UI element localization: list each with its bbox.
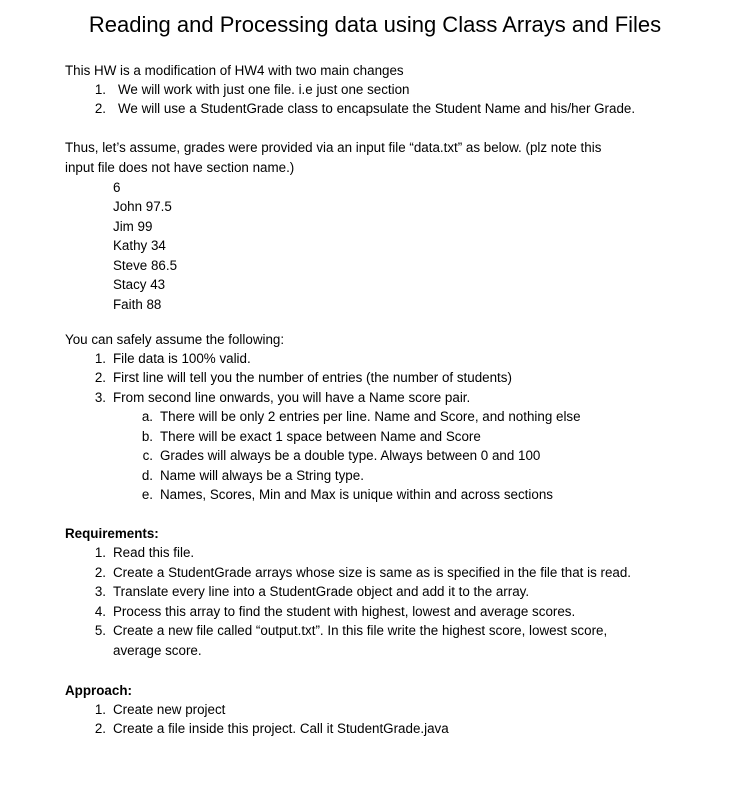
assumptions-heading: You can safely assume the following: bbox=[65, 332, 285, 347]
list-number: 4. bbox=[94, 604, 106, 619]
list-item: There will be only 2 entries per line. Name and Score, and nothing else bbox=[160, 409, 581, 424]
paragraph-line: input file does not have section name.) bbox=[65, 160, 295, 175]
list-item: We will work with just one file. i.e just one section bbox=[118, 82, 410, 97]
requirements-heading: Requirements: bbox=[65, 526, 159, 541]
list-letter: b. bbox=[141, 429, 153, 444]
list-item: File data is 100% valid. bbox=[113, 351, 251, 366]
list-item: Read this file. bbox=[113, 545, 195, 560]
list-item: Create a StudentGrade arrays whose size is same as is specified in the file that is read. bbox=[113, 565, 632, 580]
list-number: 1. bbox=[94, 351, 106, 366]
list-letter: d. bbox=[141, 468, 153, 483]
list-number: 2. bbox=[94, 721, 106, 736]
list-number: 3. bbox=[94, 390, 106, 405]
list-letter: c. bbox=[142, 448, 153, 463]
list-number: 1. bbox=[94, 545, 106, 560]
data-line: Kathy 34 bbox=[113, 238, 166, 253]
list-letter: e. bbox=[141, 487, 153, 502]
list-item: Process this array to find the student with highest, lowest and average scores. bbox=[113, 604, 576, 619]
list-item: Create a new file called “output.txt”. In this file write the highest score, lowest score, bbox=[113, 623, 608, 638]
list-item: There will be exact 1 space between Name and Score bbox=[160, 429, 481, 444]
list-item: Name will always be a String type. bbox=[160, 468, 364, 483]
list-item: From second line onwards, you will have a Name score pair. bbox=[113, 390, 471, 405]
list-number: 1. bbox=[94, 702, 106, 717]
list-item: Grades will always be a double type. Always between 0 and 100 bbox=[160, 448, 541, 463]
list-item: Create new project bbox=[113, 702, 226, 717]
list-number: 5. bbox=[94, 623, 106, 638]
list-item: Translate every line into a StudentGrade object and add it to the array. bbox=[113, 584, 530, 599]
list-number: 2. bbox=[94, 101, 106, 116]
document-title: Reading and Processing data using Class Arrays and Files bbox=[88, 12, 662, 37]
data-line: Steve 86.5 bbox=[113, 258, 178, 273]
data-line: John 97.5 bbox=[113, 199, 172, 214]
intro-text: This HW is a modification of HW4 with two main changes bbox=[65, 63, 404, 78]
data-line: Stacy 43 bbox=[113, 277, 166, 292]
data-line: 6 bbox=[113, 180, 121, 195]
list-number: 2. bbox=[94, 565, 106, 580]
paragraph-line: Thus, let’s assume, grades were provided via an input file “data.txt” as below. (plz note this bbox=[65, 140, 602, 155]
list-number: 3. bbox=[94, 584, 106, 599]
data-line: Jim 99 bbox=[113, 219, 153, 234]
data-line: Faith 88 bbox=[113, 297, 162, 312]
list-item: Names, Scores, Min and Max is unique within and across sections bbox=[160, 487, 553, 502]
list-number: 1. bbox=[94, 82, 106, 97]
list-item: Create a file inside this project. Call it StudentGrade.java bbox=[113, 721, 449, 736]
approach-heading: Approach: bbox=[65, 683, 132, 698]
list-letter: a. bbox=[141, 409, 153, 424]
list-item: First line will tell you the number of entries (the number of students) bbox=[113, 370, 512, 385]
list-item-continuation: average score. bbox=[113, 643, 202, 658]
list-item: We will use a StudentGrade class to encapsulate the Student Name and his/her Grade. bbox=[118, 101, 636, 116]
list-number: 2. bbox=[94, 370, 106, 385]
